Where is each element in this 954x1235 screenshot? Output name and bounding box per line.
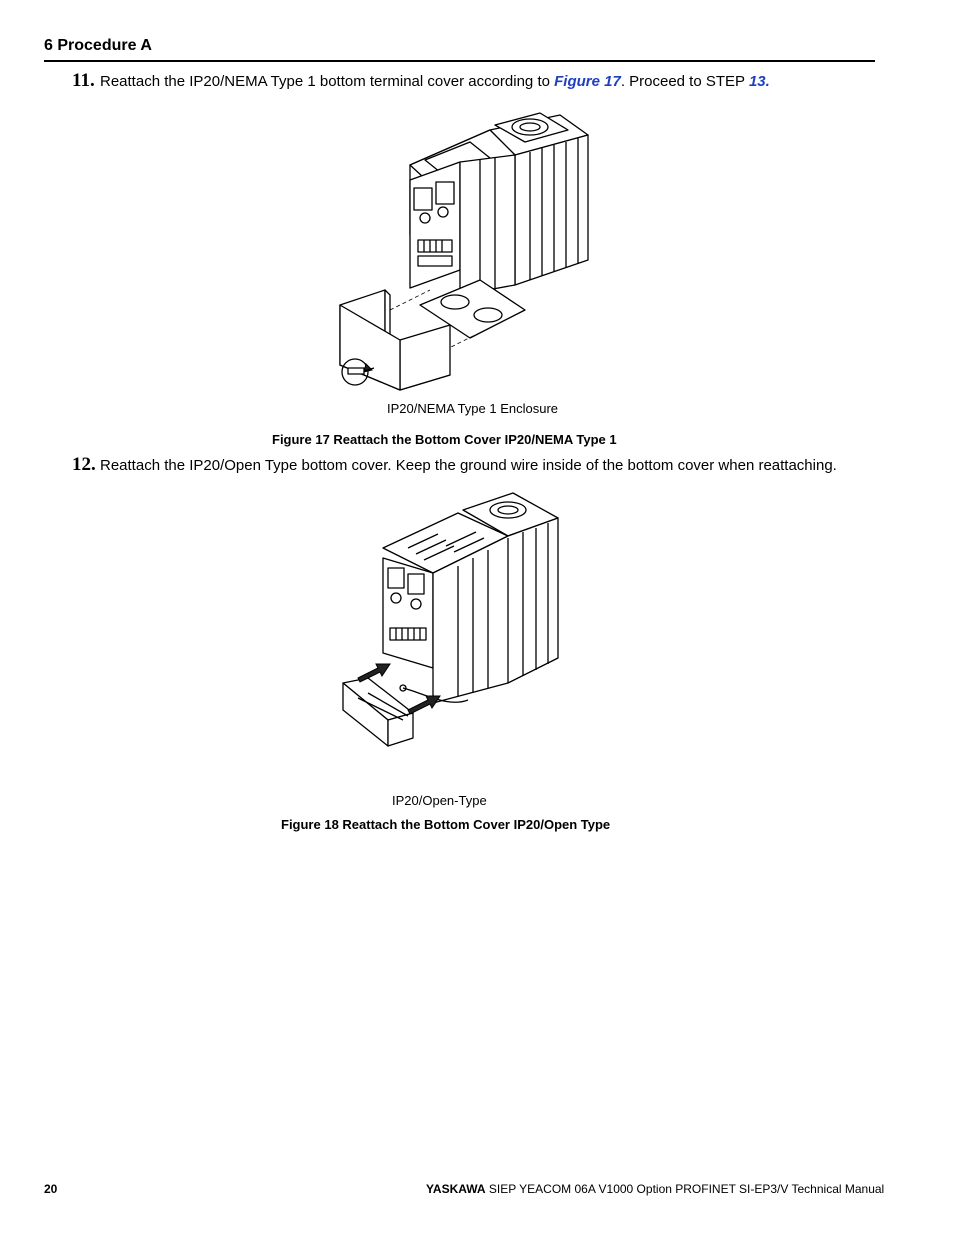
- figure-18-drive-illustration: [338, 488, 570, 748]
- figure-17-link[interactable]: Figure 17: [554, 73, 621, 90]
- figure-18-caption: Figure 18 Reattach the Bottom Cover IP20/Open Type: [281, 817, 611, 832]
- step-number: 11.: [72, 70, 95, 91]
- page-number: 20: [44, 1182, 58, 1196]
- figure-17-caption: Figure 17 Reattach the Bottom Cover IP20/NEMA Type 1: [272, 432, 617, 447]
- section-title: 6 Procedure A: [44, 37, 152, 54]
- footer-brand: YASKAWA: [426, 1182, 486, 1196]
- figure-18-label: IP20/Open-Type: [392, 793, 487, 808]
- step-text: Reattach the IP20/Open Type bottom cover. Keep the ground wire inside of the bottom cover when reattaching.: [100, 457, 837, 474]
- step-text: . Proceed to STEP: [620, 73, 749, 90]
- figure-17-label: IP20/NEMA Type 1 Enclosure: [387, 401, 559, 416]
- footer-title-text: SIEP YEACOM 06A V1000 Option PROFINET SI-EP3/V Technical Manual: [485, 1182, 885, 1196]
- step-11: [44, 70, 770, 92]
- step-13-link[interactable]: 13: [748, 73, 766, 90]
- step-text: Reattach the IP20/NEMA Type 1 bottom terminal cover according to: [100, 73, 555, 90]
- step-text-period: .: [765, 73, 770, 90]
- header-divider: [44, 60, 875, 62]
- step-12: [44, 454, 837, 476]
- figure-17-drive-illustration: [330, 110, 600, 395]
- step-number: 12.: [72, 454, 96, 475]
- footer-manual-title: [426, 1182, 884, 1196]
